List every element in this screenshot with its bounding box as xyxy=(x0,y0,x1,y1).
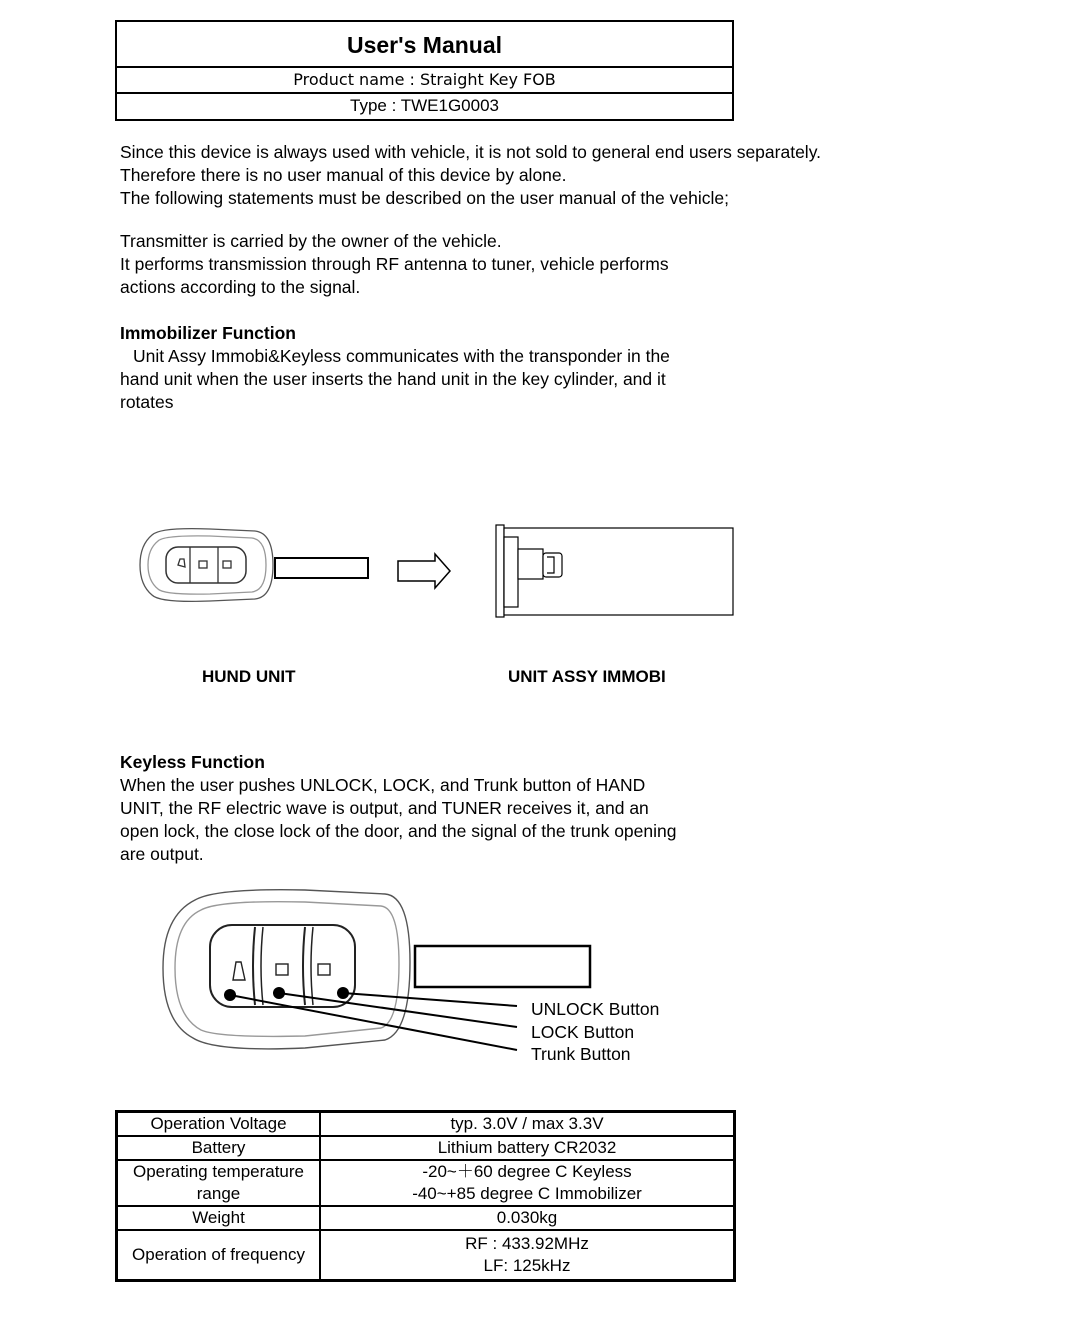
table-row xyxy=(117,1160,735,1206)
immobilizer-line: hand unit when the user inserts the hand unit in the key cylinder, and it xyxy=(120,369,666,389)
spec-value: RF : 433.92MHz LF: 125kHz xyxy=(320,1230,735,1280)
immobilizer-line: Unit Assy Immobi&Keyless communicates with the transponder in the xyxy=(133,346,670,366)
spec-label: Operation of frequency xyxy=(117,1230,321,1280)
table-row xyxy=(117,1230,735,1280)
arrow-right-icon xyxy=(398,554,450,588)
intro-line: The following statements must be described on the user manual of the vehicle; xyxy=(120,188,729,208)
spec-value: -20~＋60 degree C Keyless -40~+85 degree C Immobilizer xyxy=(320,1160,735,1206)
immobilizer-heading: Immobilizer Function xyxy=(120,323,296,343)
hand-unit-caption: HUND UNIT xyxy=(202,667,296,686)
table-row xyxy=(117,1206,735,1230)
manual-header xyxy=(115,20,734,121)
hand-unit-icon xyxy=(140,529,273,602)
table-row xyxy=(117,1112,735,1137)
keyless-line: are output. xyxy=(120,844,204,864)
table-row xyxy=(117,1136,735,1160)
unlock-pointer-line xyxy=(343,993,517,1006)
lock-button-label: LOCK Button xyxy=(531,1021,635,1042)
immobi-unit-icon xyxy=(496,525,733,617)
spec-value: 0.030kg xyxy=(320,1206,735,1230)
key-blade xyxy=(275,558,368,578)
spec-value: Lithium battery CR2032 xyxy=(320,1136,735,1160)
immobilizer-line: rotates xyxy=(120,392,174,412)
transmitter-line: It performs transmission through RF antenna to tuner, vehicle performs xyxy=(120,254,669,274)
transmitter-line: actions according to the signal. xyxy=(120,277,361,297)
product-type: Type : TWE1G0003 xyxy=(350,96,499,115)
intro-paragraph xyxy=(120,141,821,210)
immobilizer-section xyxy=(120,322,670,414)
keyless-heading: Keyless Function xyxy=(120,752,265,772)
spec-label: Weight xyxy=(117,1206,321,1230)
spec-label: Operation Voltage xyxy=(117,1112,321,1137)
spec-label: Operating temperature range xyxy=(117,1160,321,1206)
key-blade xyxy=(415,946,590,987)
lock-button-marker xyxy=(273,987,285,999)
spec-label: Battery xyxy=(117,1136,321,1160)
trunk-button-marker xyxy=(224,989,236,1001)
page-title: User's Manual xyxy=(117,22,732,68)
spec-table xyxy=(115,1110,736,1282)
immobilizer-diagram xyxy=(130,515,750,630)
intro-line: Since this device is always used with vehicle, it is not sold to general end users separately. xyxy=(120,142,822,162)
keyless-line: open lock, the close lock of the door, and the signal of the trunk opening xyxy=(120,821,677,841)
transmitter-paragraph xyxy=(120,230,669,299)
spec-value: typ. 3.0V / max 3.3V xyxy=(320,1112,735,1137)
unlock-button-label: UNLOCK Button xyxy=(531,999,660,1019)
keyless-line: UNIT, the RF electric wave is output, and TUNER receives it, and an xyxy=(120,798,649,818)
keyless-section xyxy=(120,751,677,866)
keyless-line: When the user pushes UNLOCK, LOCK, and Trunk button of HAND xyxy=(120,775,646,795)
immobi-unit-caption: UNIT ASSY IMMOBI xyxy=(508,667,666,686)
button-labels xyxy=(531,998,659,1066)
unlock-button-marker xyxy=(337,987,349,999)
key-fob-icon xyxy=(163,890,410,1049)
intro-line: Therefore there is no user manual of this device by alone. xyxy=(120,165,567,185)
trunk-button-label: Trunk Button xyxy=(531,1044,631,1064)
transmitter-line: Transmitter is carried by the owner of the vehicle. xyxy=(120,231,502,251)
product-name: Product name : Straight Key FOB xyxy=(117,68,732,94)
